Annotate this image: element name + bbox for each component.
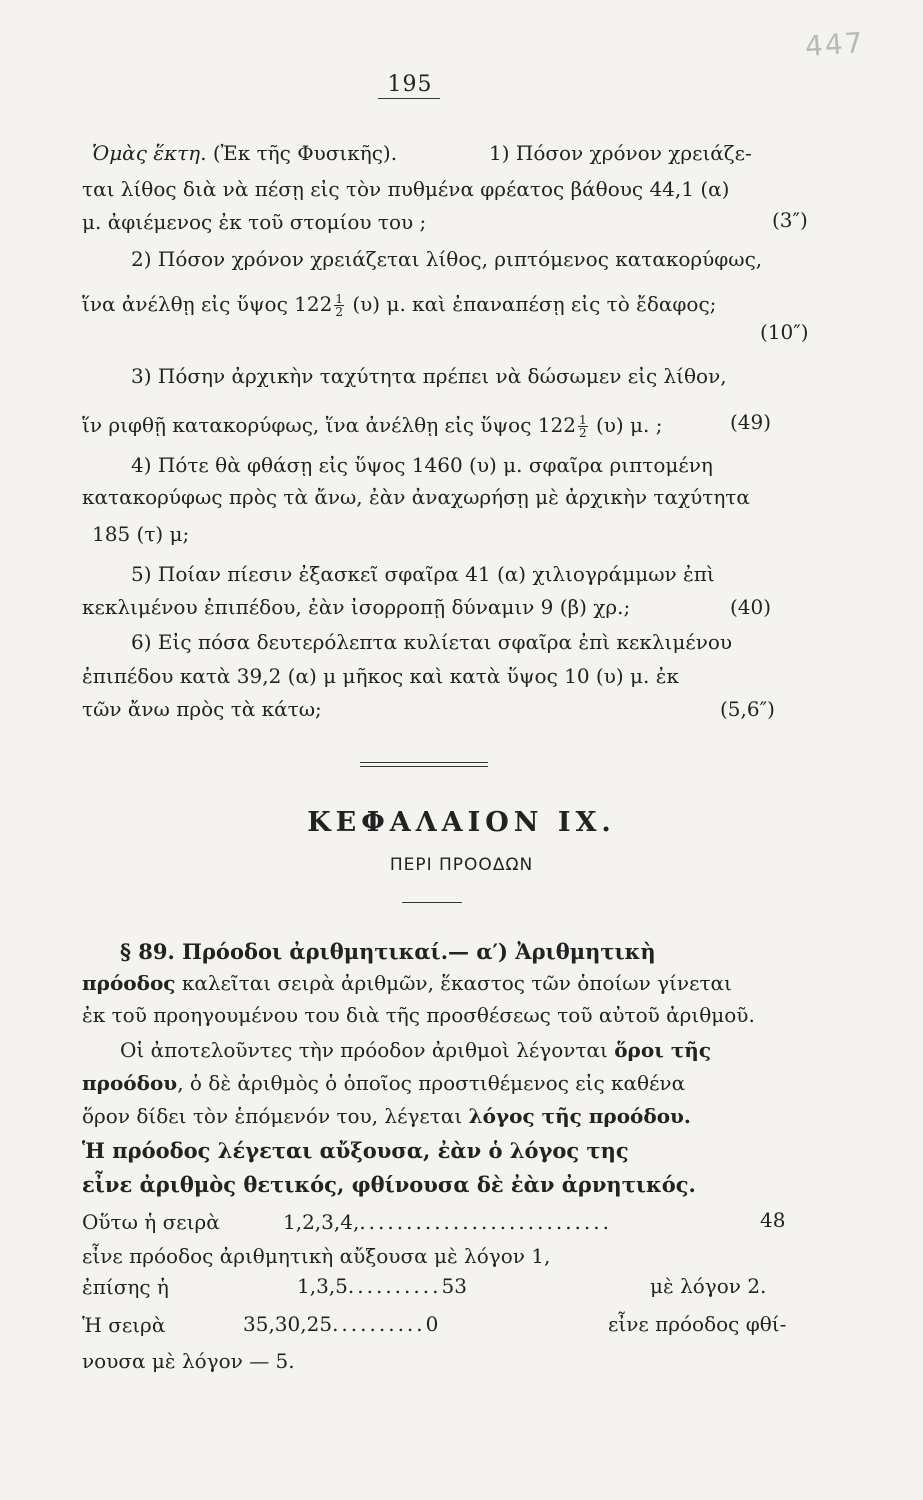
term-arithmetic-progression: πρόοδος [82,971,176,995]
fraction-denominator: 2 [578,426,587,440]
exercise-3-text-a: ἵν ριφθῇ κατακορύφως, ἵνα ἀνέλθῃ εἰς ὕψος 122 [82,413,576,437]
section-heading-tail: — α′) Ἀριθμητικὴ [448,939,656,964]
exercise-1-line-3: μ. ἀφιέμενος ἐκ τοῦ στομίου του ; [82,210,427,234]
exercise-group-title: Ὁμὰς ἕκτη [92,141,201,165]
section-text: καλεῖται σειρὰ ἀριθμῶν, ἕκαστος τῶν ὁποίων γίνεται [175,971,732,995]
series-values: 1,2,3,4, [283,1210,360,1234]
fraction-half [334,293,344,318]
exercise-4-line-3: 185 (τ) μ; [92,522,190,546]
exercise-3-line-1: 3) Πόσην ἀρχικὴν ταχύτητα πρέπει νὰ δώσωμεν εἰς λίθον, [131,364,727,388]
exercise-3-text-b: (υ) μ. ; [595,413,663,437]
term-ratio: λόγος τῆς προόδου. [468,1104,691,1128]
section-line-2 [82,973,732,993]
term-terms: ὅροι τῆς [614,1038,712,1062]
exercise-group-intro [92,143,397,163]
series-values: 1,3,5 [297,1274,348,1298]
exercise-4-line-1: 4) Πότε θὰ φθάσῃ εἰς ὕψος 1460 (υ) μ. σφαῖρα ριπτομένη [131,453,713,477]
series-last-term: 53 [441,1274,467,1298]
section-line-3: ἐκ τοῦ προηγουμένου του διὰ τῆς προσθέσεως τοῦ αὐτοῦ ἀριθμοῦ. [82,1003,755,1027]
exercise-3-line-2 [82,414,663,439]
example-3-description: εἶνε πρόοδος φθί- [608,1312,787,1336]
section-line-13: νουσα μὲ λόγον — 5. [82,1349,295,1373]
exercise-2-text-a: ἵνα ἀνέλθῃ εἰς ὕψος 122 [82,292,333,316]
section-heading: § 89. Πρόοδοι ἀριθμητικαί. [120,939,449,964]
page-number: 195 [387,72,433,97]
page-number-rule [378,98,440,99]
leader-dots: .......... [332,1312,426,1336]
section-text: ὅρον δίδει τὸν ἑπόμενόν του, λέγεται [82,1104,469,1128]
example-1-label: Οὕτω ἡ σειρὰ [82,1210,220,1234]
section-text: , ὁ δὲ ἀριθμὸς ὁ ὁποῖος προστιθέμενος εἰς καθένα [177,1071,686,1095]
handwritten-page-note: 447 [803,25,866,64]
exercise-6-line-3: τῶν ἄνω πρὸς τὰ κάτω; [82,697,322,721]
exercise-5-line-1: 5) Ποίαν πίεσιν ἐξασκεῖ σφαῖρα 41 (α) χιλιογράμμων ἐπὶ [131,562,715,586]
example-1-last-term: 48 [760,1208,786,1232]
fraction-numerator: 1 [578,413,587,427]
example-2-ratio: μὲ λόγον 2. [650,1274,767,1298]
leader-dots: ........................... [359,1210,612,1234]
exercise-3-answer: (49) [730,410,772,434]
exercise-1-answer: (3″) [772,208,808,232]
separator-rule [360,762,488,763]
section-text: Οἱ ἀποτελοῦντες τὴν πρόοδον ἀριθμοὶ λέγονται [120,1038,615,1062]
chapter-title: ΚΕΦΑΛΑΙΟΝ IX. [307,807,616,838]
section-line-5 [82,1073,685,1093]
example-3-series [243,1314,438,1334]
fraction-numerator: 1 [335,292,343,306]
exercise-6-answer: (5,6″) [720,697,775,721]
exercise-2-line-2 [82,293,716,318]
series-last-term: 0 [425,1312,439,1336]
exercise-group-dot: . [200,141,213,165]
exercise-2-line-1: 2) Πόσον χρόνον χρειάζεται λίθος, ριπτόμενος κατακορύφως, [131,247,763,271]
exercise-6-line-1: 6) Εἰς πόσα δευτερόλεπτα κυλίεται σφαῖρα ἐπὶ κεκλιμένου [131,630,733,654]
example-2-label: ἐπίσης ἡ [82,1275,169,1299]
separator-rule [360,766,488,767]
exercise-2-answer: (10″) [760,320,809,344]
section-line-7: Ἡ πρόοδος λέγεται αὔξουσα, ἐὰν ὁ λόγος της [82,1138,629,1163]
chapter-subtitle: ΠΕΡΙ ΠΡΟΟΔΩΝ [389,855,534,875]
term-progression: προόδου [82,1071,178,1095]
exercise-group-source: (Ἐκ τῆς Φυσικῆς). [212,141,398,165]
fraction-denominator: 2 [335,305,343,319]
section-line-10: εἶνε πρόοδος ἀριθμητικὴ αὔξουσα μὲ λόγον 1, [82,1244,551,1268]
example-3-label: Ἡ σειρὰ [82,1313,166,1337]
fraction-half [578,414,588,439]
exercise-4-line-2: κατακορύφως πρὸς τὰ ἄνω, ἐὰν ἀναχωρήσῃ μὲ ἀρχικὴν ταχύτητα [82,485,750,509]
exercise-5-answer: (40) [730,595,772,619]
section-heading-line [120,941,656,963]
section-line-8: εἶνε ἀριθμὸς θετικός, φθίνουσα δὲ ἐὰν ἀρνητικός. [82,1172,696,1197]
exercise-2-text-b: (υ) μ. καὶ ἐπαναπέσῃ εἰς τὸ ἔδαφος; [352,292,717,316]
exercise-5-line-2: κεκλιμένου ἐπιπέδου, ἐὰν ἰσορροπῇ δύναμιν 9 (β) χρ.; [82,595,631,619]
exercise-1-line-2: ται λίθος διὰ νὰ πέσῃ εἰς τὸν πυθμένα φρέατος βάθους 44,1 (α) [82,177,730,201]
leader-dots: .......... [347,1274,442,1298]
example-2-series [297,1276,467,1296]
section-line-6 [82,1106,691,1126]
exercise-6-line-2: ἐπιπέδου κατὰ 39,2 (α) μ μῆκος καὶ κατὰ ὕψος 10 (υ) μ. ἐκ [82,664,680,688]
section-line-4 [120,1040,711,1060]
series-values: 35,30,25 [243,1312,333,1336]
subtitle-rule [402,902,462,903]
exercise-1-line-1: 1) Πόσον χρόνον χρειάζε- [489,141,752,165]
example-1-series [283,1212,612,1232]
